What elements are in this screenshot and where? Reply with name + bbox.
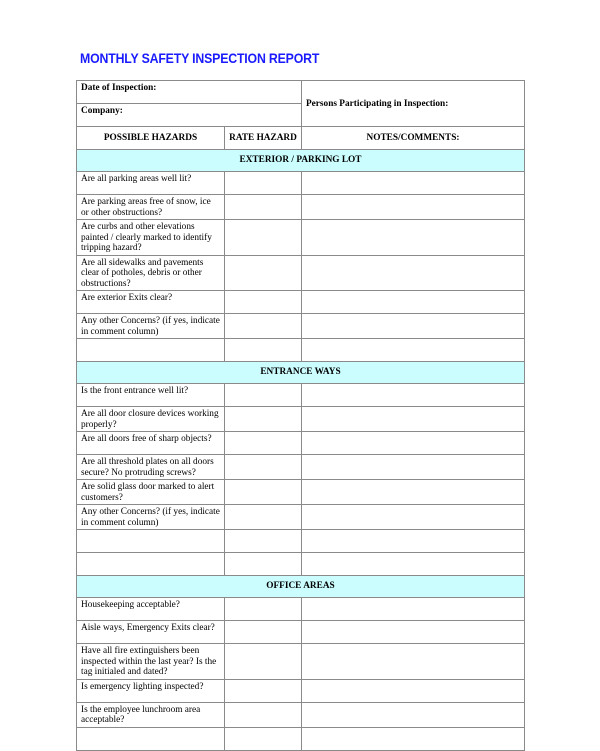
table-row <box>77 727 525 750</box>
notes-cell[interactable] <box>302 598 525 621</box>
notes-cell[interactable] <box>302 291 525 314</box>
notes-cell[interactable] <box>302 530 525 553</box>
hazard-question: Housekeeping acceptable? <box>77 598 225 621</box>
rate-hazard-cell[interactable] <box>225 702 302 727</box>
rate-hazard-header: RATE HAZARD <box>225 127 302 150</box>
notes-cell[interactable] <box>302 220 525 256</box>
table-row <box>77 679 525 702</box>
notes-cell[interactable] <box>302 195 525 220</box>
hazard-question: Any other Concerns? (if yes, indicate in comment column) <box>77 505 225 530</box>
notes-cell[interactable] <box>302 621 525 644</box>
rate-hazard-cell[interactable] <box>225 314 302 339</box>
notes-cell[interactable] <box>302 255 525 291</box>
table-row <box>77 407 525 432</box>
table-row <box>77 644 525 680</box>
rate-hazard-cell[interactable] <box>225 455 302 480</box>
table-row <box>77 291 525 314</box>
table-row <box>77 621 525 644</box>
table-row <box>77 314 525 339</box>
table-row <box>77 598 525 621</box>
company-field[interactable]: Company: <box>77 104 302 127</box>
rate-hazard-cell[interactable] <box>225 432 302 455</box>
hazard-question: Are all parking areas well lit? <box>77 172 225 195</box>
hazard-question: Any other Concerns? (if yes, indicate in comment column) <box>77 314 225 339</box>
rate-hazard-cell[interactable] <box>225 530 302 553</box>
notes-cell[interactable] <box>302 480 525 505</box>
date-row <box>77 81 525 104</box>
rate-hazard-cell[interactable] <box>225 644 302 680</box>
hazard-question: Is the employee lunchroom area acceptable? <box>77 702 225 727</box>
possible-hazards-header: POSSIBLE HAZARDS <box>77 127 225 150</box>
rate-hazard-cell[interactable] <box>225 384 302 407</box>
section-header-row <box>77 362 525 384</box>
notes-cell[interactable] <box>302 172 525 195</box>
rate-hazard-cell[interactable] <box>225 505 302 530</box>
hazard-question <box>77 553 225 576</box>
notes-cell[interactable] <box>302 679 525 702</box>
table-row <box>77 339 525 362</box>
rate-hazard-cell[interactable] <box>225 621 302 644</box>
table-row <box>77 530 525 553</box>
rate-hazard-cell[interactable] <box>225 553 302 576</box>
notes-cell[interactable] <box>302 702 525 727</box>
persons-participating-field[interactable]: Persons Participating in Inspection: <box>302 81 525 127</box>
rate-hazard-cell[interactable] <box>225 220 302 256</box>
rate-hazard-cell[interactable] <box>225 172 302 195</box>
hazard-question: Is emergency lighting inspected? <box>77 679 225 702</box>
hazard-question <box>77 339 225 362</box>
notes-cell[interactable] <box>302 407 525 432</box>
rate-hazard-cell[interactable] <box>225 598 302 621</box>
table-row <box>77 702 525 727</box>
notes-cell[interactable] <box>302 727 525 750</box>
table-row <box>77 505 525 530</box>
rate-hazard-cell[interactable] <box>225 679 302 702</box>
rate-hazard-cell[interactable] <box>225 727 302 750</box>
hazard-question: Are all threshold plates on all doors secure? No protruding screws? <box>77 455 225 480</box>
notes-cell[interactable] <box>302 505 525 530</box>
inspection-table <box>76 80 525 751</box>
hazard-question: Is the front entrance well lit? <box>77 384 225 407</box>
rate-hazard-cell[interactable] <box>225 339 302 362</box>
table-row <box>77 553 525 576</box>
notes-cell[interactable] <box>302 553 525 576</box>
table-row <box>77 195 525 220</box>
rate-hazard-cell[interactable] <box>225 291 302 314</box>
hazard-question: Are all sidewalks and pavements clear of potholes, debris or other obstructions? <box>77 255 225 291</box>
rate-hazard-cell[interactable] <box>225 195 302 220</box>
notes-cell[interactable] <box>302 314 525 339</box>
hazard-question: Are parking areas free of snow, ice or other obstructions? <box>77 195 225 220</box>
notes-cell[interactable] <box>302 455 525 480</box>
notes-cell[interactable] <box>302 384 525 407</box>
table-row <box>77 455 525 480</box>
hazard-question <box>77 530 225 553</box>
hazard-question <box>77 727 225 750</box>
rate-hazard-cell[interactable] <box>225 480 302 505</box>
section-header-row <box>77 150 525 172</box>
date-of-inspection-field[interactable]: Date of Inspection: <box>77 81 302 104</box>
rate-hazard-cell[interactable] <box>225 407 302 432</box>
table-row <box>77 255 525 291</box>
hazard-question: Have all fire extinguishers been inspected within the last year? Is the tag initialed and dated? <box>77 644 225 680</box>
report-title: MONTHLY SAFETY INSPECTION REPORT <box>80 50 320 66</box>
rate-hazard-cell[interactable] <box>225 255 302 291</box>
hazard-question: Are curbs and other elevations painted / clearly marked to identify tripping hazard? <box>77 220 225 256</box>
hazard-question: Are exterior Exits clear? <box>77 291 225 314</box>
hazard-question: Aisle ways, Emergency Exits clear? <box>77 621 225 644</box>
table-row <box>77 384 525 407</box>
table-row <box>77 480 525 505</box>
hazard-question: Are all doors free of sharp objects? <box>77 432 225 455</box>
section-title: OFFICE AREAS <box>77 576 525 598</box>
hazard-question: Are all door closure devices working properly? <box>77 407 225 432</box>
table-row <box>77 172 525 195</box>
column-header-row <box>77 127 525 150</box>
table-row <box>77 220 525 256</box>
notes-cell[interactable] <box>302 644 525 680</box>
table-row <box>77 432 525 455</box>
section-title: EXTERIOR / PARKING LOT <box>77 150 525 172</box>
section-header-row <box>77 576 525 598</box>
hazard-question: Are solid glass door marked to alert customers? <box>77 480 225 505</box>
notes-comments-header: NOTES/COMMENTS: <box>302 127 525 150</box>
notes-cell[interactable] <box>302 432 525 455</box>
notes-cell[interactable] <box>302 339 525 362</box>
section-title: ENTRANCE WAYS <box>77 362 525 384</box>
